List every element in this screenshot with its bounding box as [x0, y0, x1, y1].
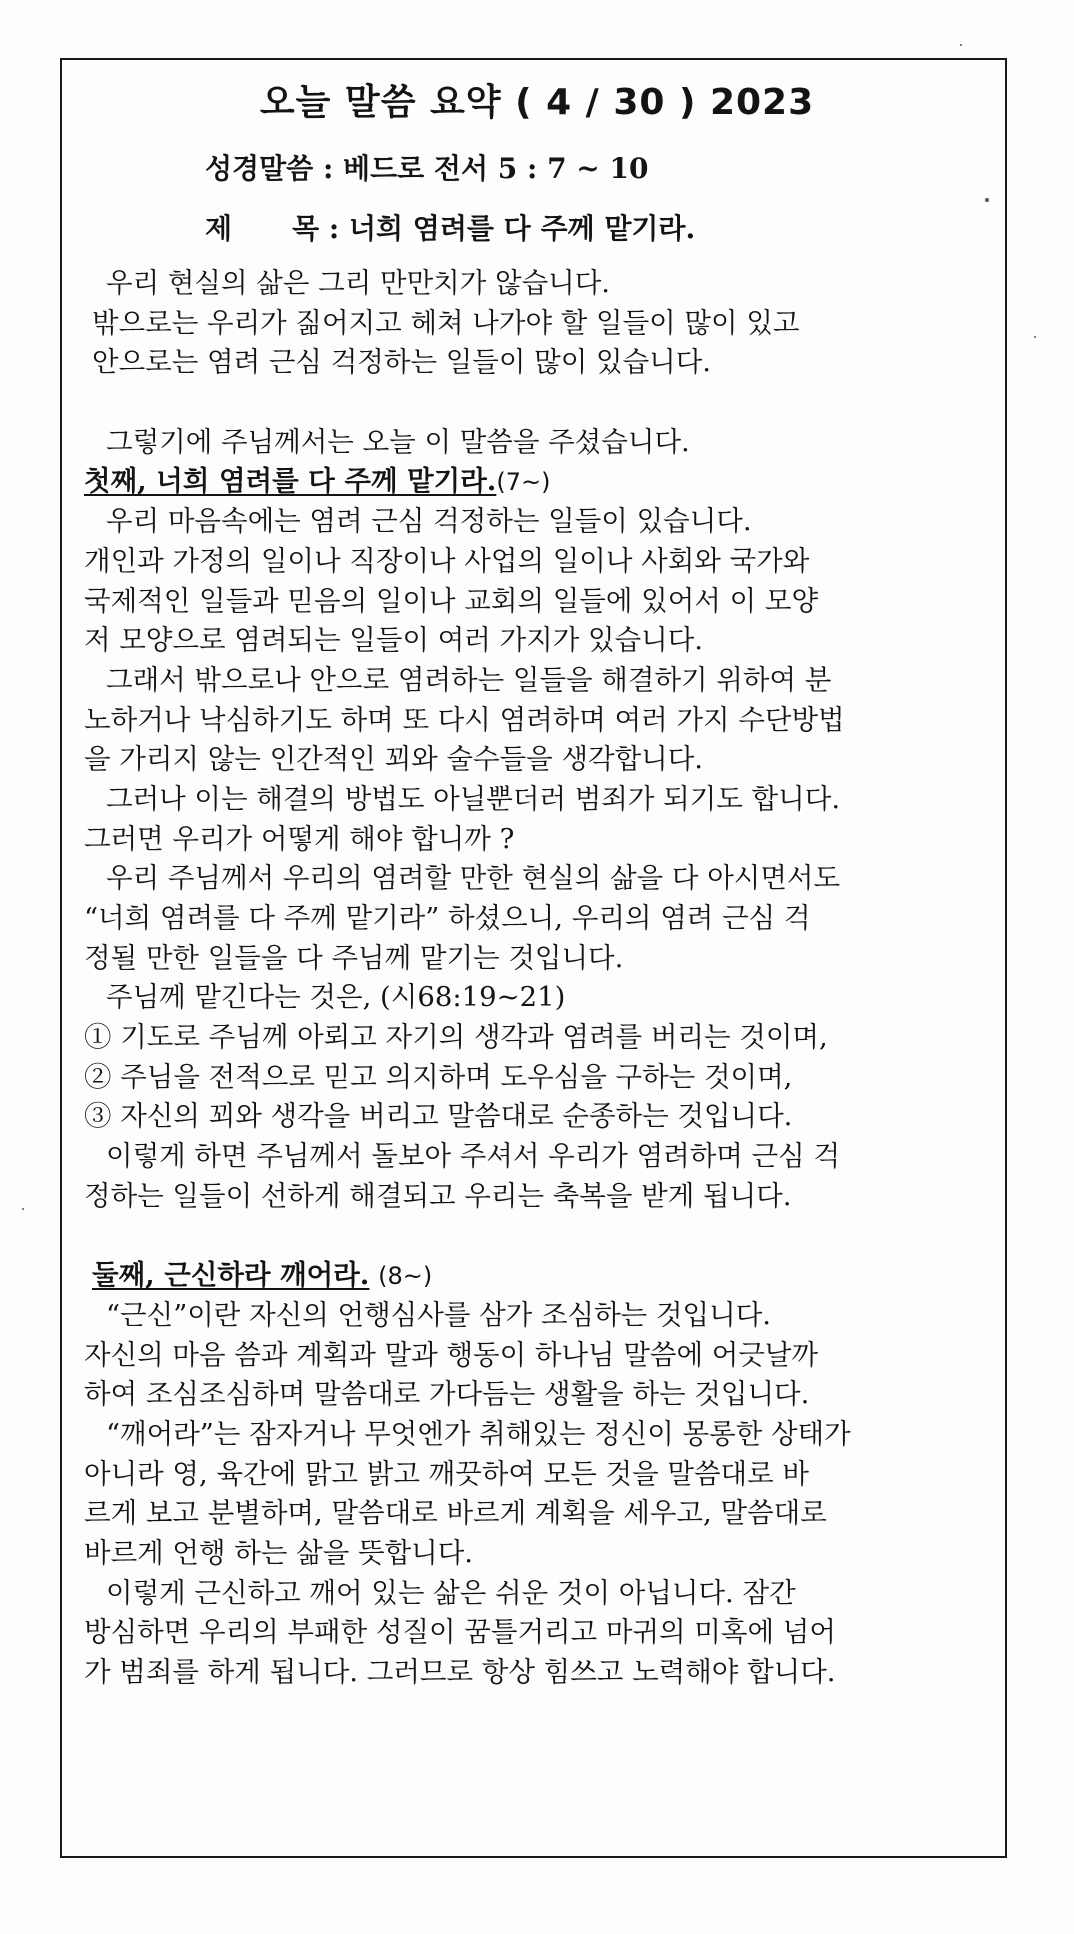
- section1-line: 정하는 일들이 선하게 해결되고 우리는 축복을 받게 됩니다.: [84, 1179, 792, 1212]
- section2-line: 르게 보고 분별하며, 말씀대로 바르게 계획을 세우고, 말씀대로: [84, 1497, 827, 1530]
- subject-label-a: 제: [205, 212, 233, 245]
- section2-line: 방심하면 우리의 부패한 성질이 꿈틀거리고 마귀의 미혹에 넘어: [84, 1616, 836, 1649]
- section1-ref: (7~): [496, 468, 551, 497]
- scripture-reference: 성경말씀 : 베드로 전서 5 : 7 ~ 10: [205, 152, 649, 185]
- section1-line: 우리 주님께서 우리의 염려할 만한 현실의 삶을 다 아시면서도: [106, 862, 841, 895]
- section1-line: 주님께 맡긴다는 것은, (시68:19~21): [106, 981, 566, 1014]
- sermon-body: [84, 264, 994, 1693]
- intro-line: 우리 현실의 삶은 그리 만만치가 않습니다.: [106, 267, 611, 299]
- section1-line: “너희 염려를 다 주께 맡기라” 하셨으니, 우리의 염려 근심 걱: [84, 902, 811, 934]
- scan-speck: [1034, 336, 1036, 338]
- section2-line: “근신”이란 자신의 언행심사를 삼가 조심하는 것입니다.: [106, 1298, 771, 1331]
- section2-line: 자신의 마음 씀과 계획과 말과 행동이 하나님 말씀에 어긋날까: [84, 1338, 819, 1371]
- section1-line: 그러면 우리가 어떻게 해야 합니까 ?: [84, 822, 515, 855]
- section1-line: 저 모양으로 염려되는 일들이 여러 가지가 있습니다.: [84, 624, 704, 657]
- section2-heading-row: [92, 1256, 994, 1296]
- section1-line: 이렇게 하면 주님께서 돌보아 주셔서 우리가 염려하며 근심 걱: [106, 1140, 841, 1173]
- section2-line: 하여 조심조심하며 말씀대로 가다듬는 생활을 하는 것입니다.: [84, 1378, 810, 1411]
- section1-line: ② 주님을 전적으로 믿고 의지하며 도우심을 구하는 것이며,: [84, 1060, 793, 1093]
- section1-line: 그러나 이는 해결의 방법도 아닐뿐더러 범죄가 되기도 합니다.: [106, 782, 841, 815]
- section2-heading: 둘째, 근신하라 깨어라.: [92, 1259, 370, 1292]
- subject-label-b: 목 : 너희 염려를 다 주께 맡기라.: [292, 212, 696, 245]
- section1-line: 정될 만한 일들을 다 주님께 맡기는 것입니다.: [84, 941, 624, 974]
- section1-heading-row: [84, 462, 994, 502]
- section1-line: 우리 마음속에는 염려 근심 걱정하는 일들이 있습니다.: [106, 505, 752, 538]
- section1-line: ① 기도로 주님께 아뢰고 자기의 생각과 염려를 버리는 것이며,: [84, 1021, 828, 1054]
- scan-speck: [960, 44, 962, 46]
- sermon-subject: [205, 207, 695, 247]
- section2-line: 가 범죄를 하게 됩니다. 그러므로 항상 힘쓰고 노력해야 합니다.: [84, 1656, 836, 1689]
- section2-ref: (8~): [378, 1262, 433, 1291]
- scan-speck: [22, 1208, 24, 1210]
- intro-line: 밖으로는 우리가 짊어지고 헤쳐 나가야 할 일들이 많이 있고: [92, 306, 800, 339]
- section1-line: 국제적인 일들과 믿음의 일이나 교회의 일들에 있어서 이 모양: [84, 584, 819, 617]
- transition-line: 그렇기에 주님께서는 오늘 이 말씀을 주셨습니다.: [106, 425, 690, 458]
- section1-line: 그래서 밖으로나 안으로 염려하는 일들을 해결하기 위하여 분: [106, 663, 832, 696]
- page-title: 오늘 말씀 요약 ( 4 / 30 ) 2023: [259, 82, 815, 123]
- section2-line: “깨어라”는 잠자거나 무엇엔가 취해있는 정신이 몽롱한 상태가: [106, 1417, 851, 1450]
- section1-heading: 첫째, 너희 염려를 다 주께 맡기라.: [84, 465, 497, 498]
- intro-line: 안으로는 염려 근심 걱정하는 일들이 많이 있습니다.: [92, 346, 712, 379]
- spacer: [92, 1217, 994, 1257]
- section2-line: 아니라 영, 육간에 맑고 밝고 깨끗하여 모든 것을 말씀대로 바: [84, 1457, 809, 1490]
- section2-line: 이렇게 근신하고 깨어 있는 삶은 쉬운 것이 아닙니다. 잠간: [106, 1576, 796, 1609]
- section1-line: 노하거나 낙심하기도 하며 또 다시 염려하며 여러 가지 수단방법: [84, 703, 845, 736]
- section1-line: 을 가리지 않는 인간적인 꾀와 술수들을 생각합니다.: [84, 743, 704, 776]
- spacer: [92, 383, 994, 423]
- section2-line: 바르게 언행 하는 삶을 뜻합니다.: [84, 1537, 474, 1569]
- section1-line: 개인과 가정의 일이나 직장이나 사업의 일이나 사회와 국가와: [84, 544, 810, 577]
- scan-speck: [985, 198, 989, 202]
- section1-line: ③ 자신의 꾀와 생각을 버리고 말씀대로 순종하는 것입니다.: [84, 1100, 793, 1133]
